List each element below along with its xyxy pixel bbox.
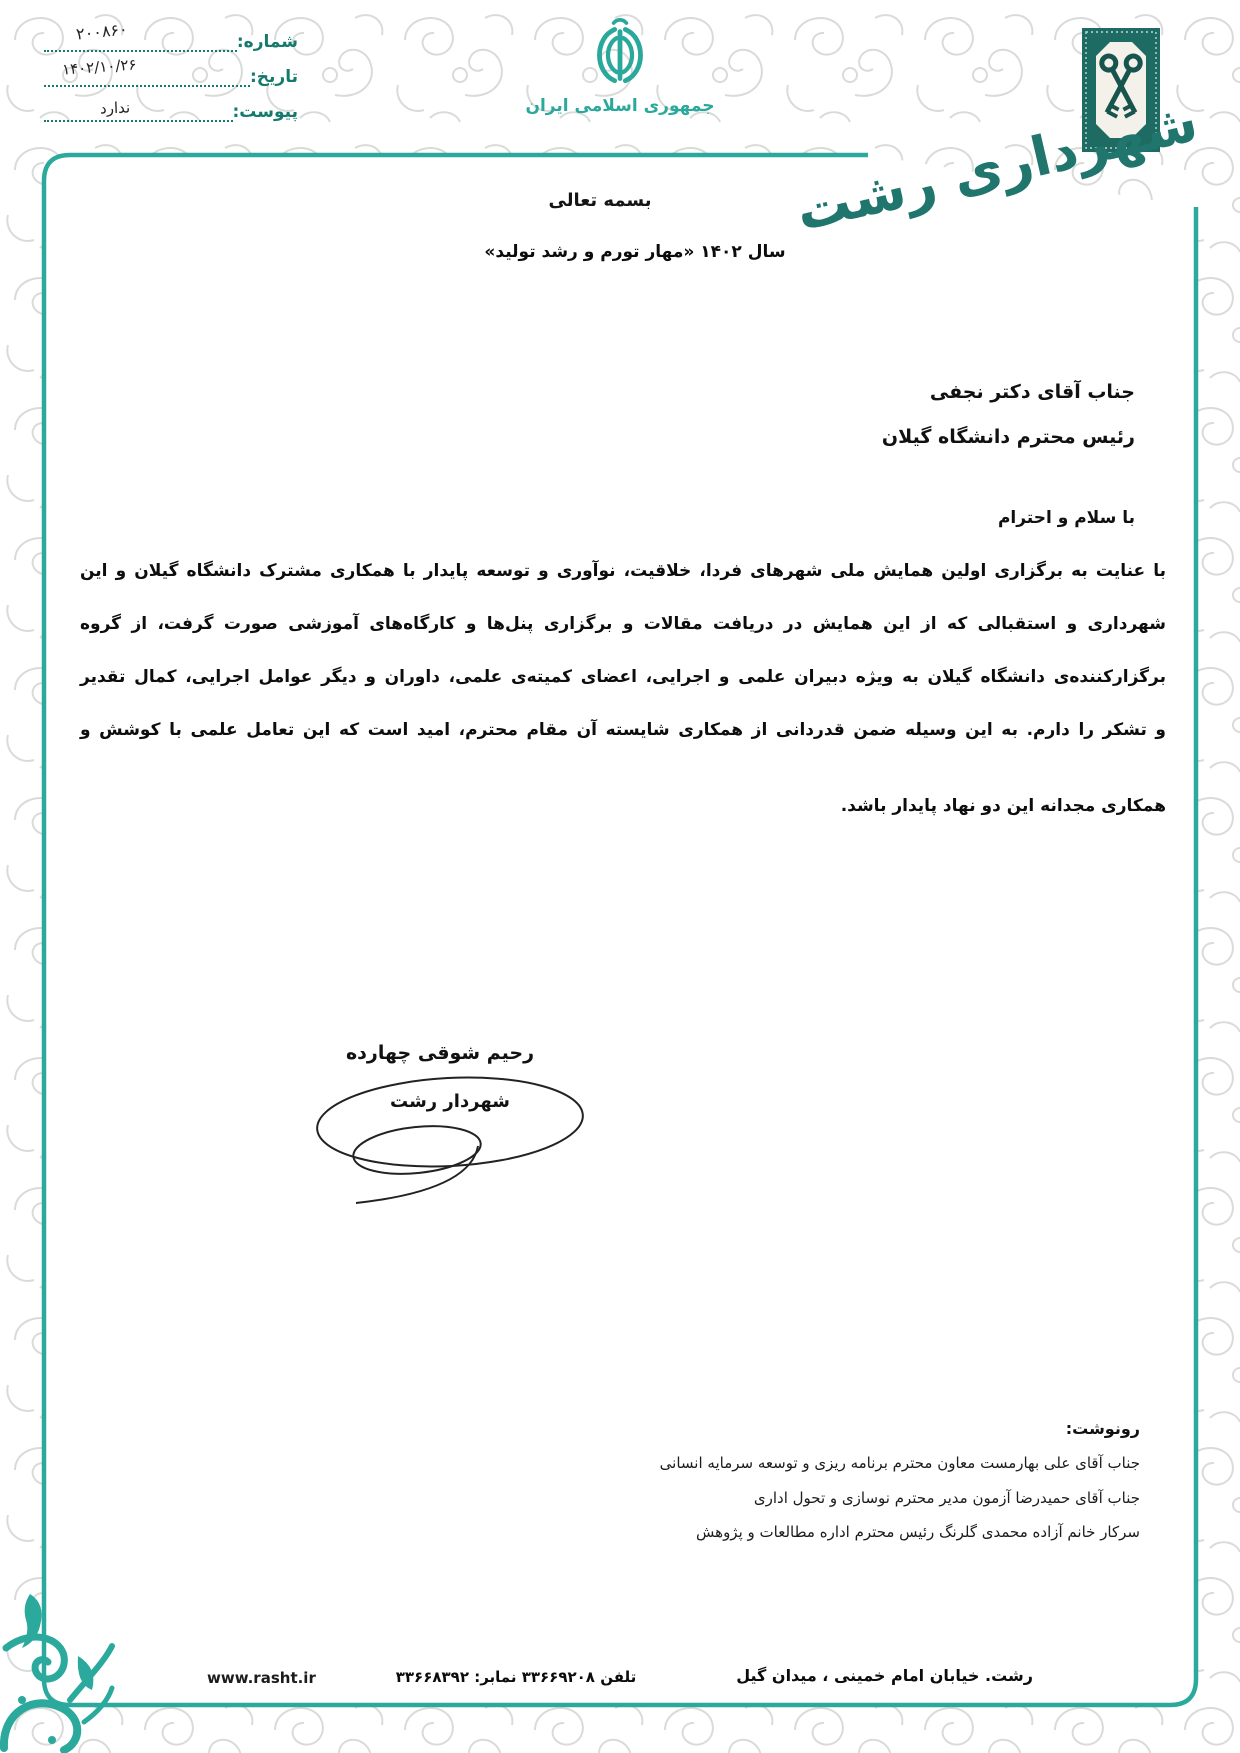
org-calligraphy: شهرداری رشت bbox=[790, 89, 1204, 244]
cc-item: جناب آقای حمیدرضا آزمون مدیر محترم نوسازی و تحول اداری bbox=[753, 1489, 1140, 1507]
field-attachment bbox=[40, 98, 298, 122]
cc-item: جناب آقای علی بهارمست معاون محترم برنامه ریزی و توسعه سرمایه انسانی bbox=[659, 1454, 1140, 1472]
number-value: ۲۰۰۸۶۰ bbox=[75, 19, 129, 44]
recipient-name: جناب آقای دکتر نجفی bbox=[929, 381, 1135, 403]
attachment-dotted-line bbox=[44, 116, 233, 122]
cc-item: سرکار خانم آزاده محمدی گلرنگ رئیس محترم اداره مطالعات و پژوهش bbox=[696, 1523, 1140, 1541]
date-value: ۱۴۰۲/۱۰/۲۶ bbox=[61, 55, 138, 79]
reference-fields bbox=[40, 28, 298, 133]
year-slogan: سال ۱۴۰۲ «مهار تورم و رشد تولید» bbox=[484, 242, 786, 262]
attachment-label: پیوست: bbox=[232, 102, 298, 122]
date-dotted-line bbox=[44, 81, 250, 87]
salutation: با سلام و احترام bbox=[997, 508, 1135, 528]
number-dotted-line bbox=[44, 46, 237, 52]
body-line: شهرداری و استقبالی که از این همایش در دریافت مقالات و برگزاری پنل‌ها و کارگاه‌های آموزشی صورت گرفت، از گروه bbox=[80, 614, 1166, 634]
iran-emblem-icon bbox=[588, 16, 652, 92]
recipient-title: رئیس محترم دانشگاه گیلان bbox=[881, 426, 1135, 448]
basmala: بسمه تعالی bbox=[548, 190, 652, 211]
number-label: شماره: bbox=[236, 32, 298, 52]
body-line: برگزارکننده‌ی دانشگاه گیلان به ویژه دبیران علمی و اجرایی، اعضای کمیته‌ی علمی، داوران و دیگر عوامل اجرایی، کمال تقدیر bbox=[80, 667, 1166, 687]
signer-title: شهردار رشت bbox=[390, 1091, 510, 1112]
footer-website: www.rasht.ir bbox=[207, 1669, 316, 1687]
attachment-value: ندارد bbox=[99, 98, 131, 118]
cc-label: رونوشت: bbox=[1065, 1419, 1140, 1438]
signer-name: رحیم شوقی چهارده bbox=[345, 1042, 535, 1064]
footer-address: رشت. خیابان امام خمینی ، میدان گیل bbox=[736, 1666, 1033, 1685]
emblem-caption: جمهوری اسلامی ایران bbox=[525, 96, 715, 116]
body-line: و تشکر را دارم. به این وسیله ضمن قدردانی از همکاری شایسته آن مقام محترم، امید است که این تعامل علمی با کوشش و bbox=[80, 720, 1166, 740]
body-line: همکاری مجدانه این دو نهاد پایدار باشد. bbox=[840, 796, 1166, 816]
date-label: تاریخ: bbox=[250, 67, 298, 87]
footer-phone: تلفن ۳۳۶۶۹۲۰۸ نمابر: ۳۳۶۶۸۳۹۲ bbox=[395, 1668, 637, 1686]
body-line: با عنایت به برگزاری اولین همایش ملی شهرهای فردا، خلاقیت، نوآوری و توسعه پایدار با همکاری مشترک دانشگاه گیلان و این bbox=[80, 561, 1166, 581]
